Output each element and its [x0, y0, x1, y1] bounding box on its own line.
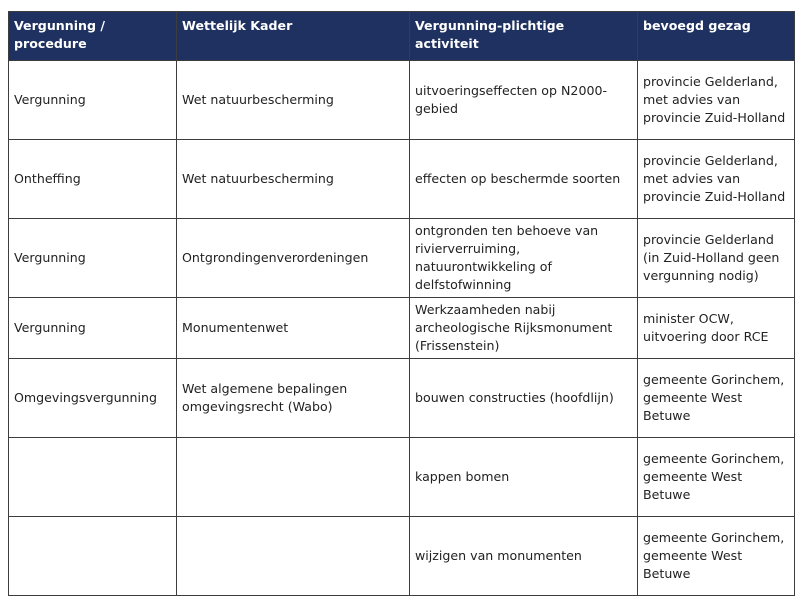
cell-activity: bouwen constructies (hoofdlijn): [410, 359, 638, 438]
table-row: [9, 140, 795, 219]
cell-activity: Werkzaamheden nabij archeologische Rijksmonument (Frissenstein): [410, 298, 638, 359]
cell-framework: Wet algemene bepalingen omgevingsrecht (Wabo): [177, 359, 410, 438]
cell-activity: uitvoeringseffecten op N2000-gebied: [410, 61, 638, 140]
table-row: [9, 438, 795, 517]
table-row: [9, 359, 795, 438]
cell-framework: Ontgrondingenverordeningen: [177, 219, 410, 298]
header-framework: Wettelijk Kader: [177, 12, 410, 61]
header-authority: bevoegd gezag: [638, 12, 795, 61]
cell-framework: [177, 438, 410, 517]
cell-procedure: Omgevingsvergunning: [9, 359, 177, 438]
cell-procedure: Vergunning: [9, 298, 177, 359]
cell-framework: Wet natuurbescherming: [177, 140, 410, 219]
cell-authority: provincie Gelderland, met advies van provincie Zuid-Holland: [638, 140, 795, 219]
header-procedure: Vergunning / procedure: [9, 12, 177, 61]
cell-authority: gemeente Gorinchem, gemeente West Betuwe: [638, 438, 795, 517]
cell-authority: minister OCW, uitvoering door RCE: [638, 298, 795, 359]
header-activity: Vergunning-plichtige activiteit: [410, 12, 638, 61]
cell-authority: gemeente Gorinchem, gemeente West Betuwe: [638, 359, 795, 438]
cell-activity: kappen bomen: [410, 438, 638, 517]
cell-authority: gemeente Gorinchem, gemeente West Betuwe: [638, 517, 795, 596]
cell-procedure: Vergunning: [9, 61, 177, 140]
cell-procedure: [9, 517, 177, 596]
cell-authority: provincie Gelderland, met advies van provincie Zuid-Holland: [638, 61, 795, 140]
cell-authority: provincie Gelderland (in Zuid-Holland geen vergunning nodig): [638, 219, 795, 298]
cell-framework: Monumentenwet: [177, 298, 410, 359]
table-row: [9, 517, 795, 596]
cell-procedure: Vergunning: [9, 219, 177, 298]
cell-activity: wijzigen van monumenten: [410, 517, 638, 596]
cell-framework: [177, 517, 410, 596]
table-row: [9, 61, 795, 140]
cell-framework: Wet natuurbescherming: [177, 61, 410, 140]
cell-activity: effecten op beschermde soorten: [410, 140, 638, 219]
cell-procedure: [9, 438, 177, 517]
table-row: [9, 298, 795, 359]
permit-table: [8, 11, 795, 596]
header-row: [9, 12, 795, 61]
table-row: [9, 219, 795, 298]
cell-procedure: Ontheffing: [9, 140, 177, 219]
cell-activity: ontgronden ten behoeve van rivierverruiming, natuurontwikkeling of delfstofwinning: [410, 219, 638, 298]
